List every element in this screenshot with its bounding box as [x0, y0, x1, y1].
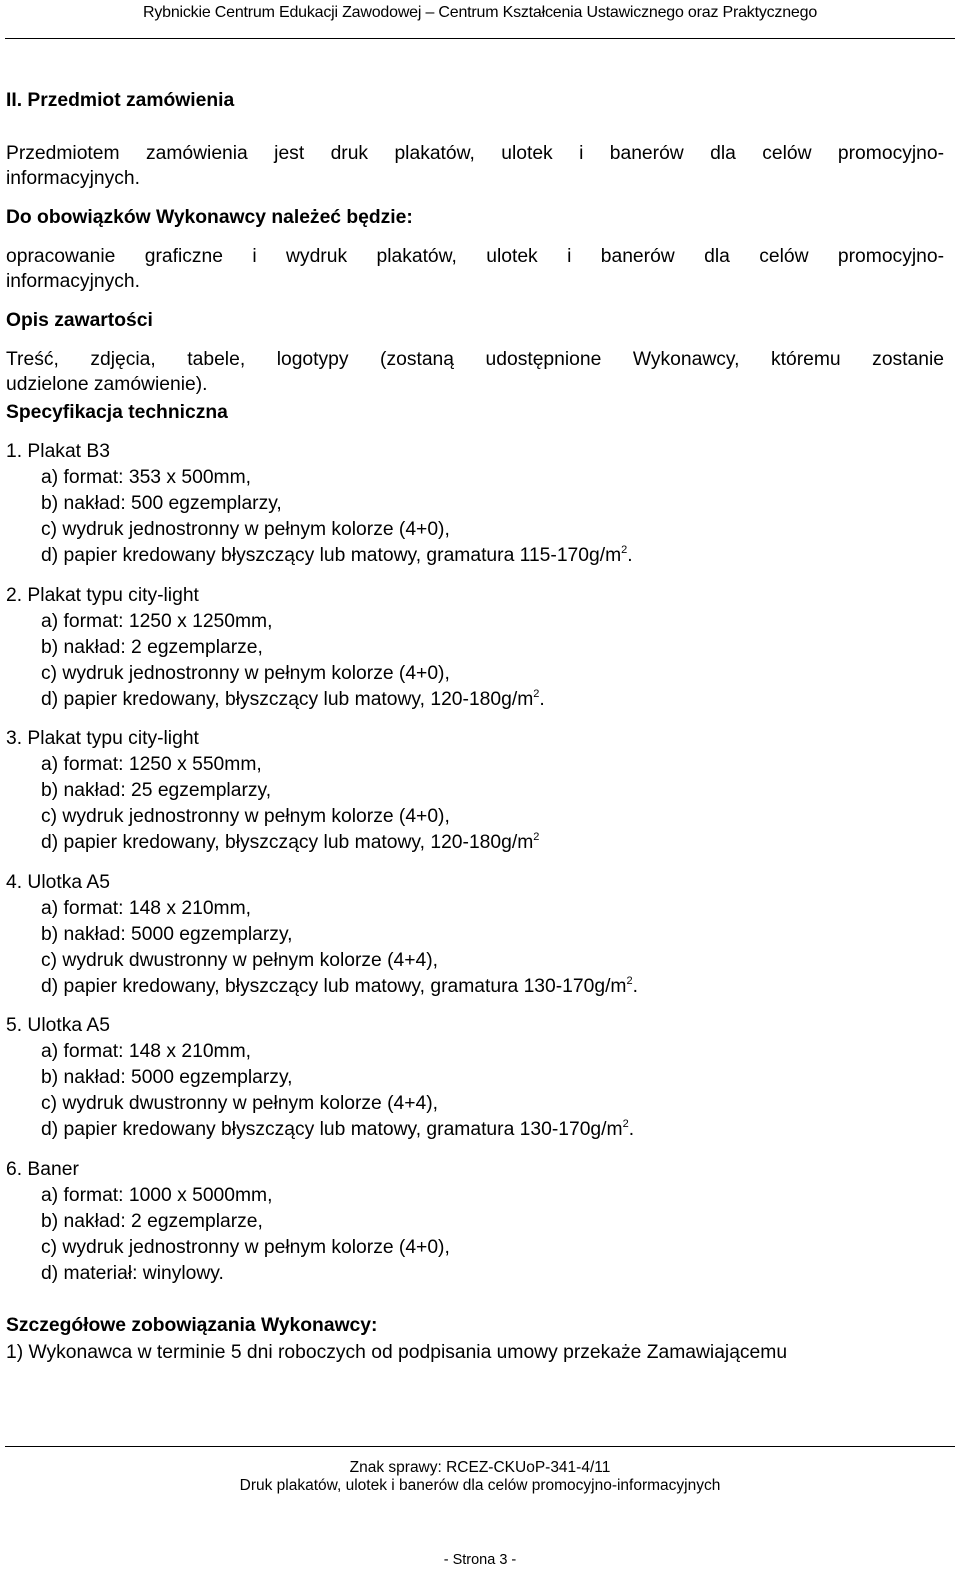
- duties-line-1: opracowanie graficzne i wydruk plakatów, ulotek i banerów dla celów promocyjno-: [6, 246, 944, 267]
- footer-divider: [5, 1446, 955, 1447]
- spec-item-quantity: b) nakład: 25 egzemplarzy,: [41, 780, 272, 801]
- spec-item-quantity: b) nakład: 500 egzemplarzy,: [41, 493, 282, 514]
- obligations-heading: Szczegółowe zobowiązania Wykonawcy:: [6, 1315, 378, 1336]
- header-divider: [5, 38, 955, 39]
- spec-item-quantity: b) nakład: 2 egzemplarze,: [41, 1211, 263, 1232]
- spec-item-title: 2. Plakat typu city-light: [6, 585, 199, 606]
- spec-item-format: a) format: 353 x 500mm,: [41, 467, 252, 488]
- spec-item-paper: d) papier kredowany błyszczący lub matowy, gramatura $115-170g/m^2$.: [41, 544, 633, 566]
- spec-item-quantity: b) nakład: 2 egzemplarze,: [41, 637, 263, 658]
- duties-line-2: informacyjnych.: [6, 271, 140, 292]
- spec-item-print: c) wydruk jednostronny w pełnym kolorze (4+0),: [41, 519, 450, 540]
- page-header: [0, 0, 960, 40]
- content-line-2: udzielone zamówienie).: [6, 374, 208, 395]
- footer-case-number: Znak sprawy: RCEZ-CKUoP-341-4/11: [349, 1459, 611, 1476]
- spec-item-print: c) wydruk dwustronny w pełnym kolorze (4+4),: [41, 950, 439, 971]
- spec-item-format: a) format: 1000 x 5000mm,: [41, 1185, 273, 1206]
- content-heading: Opis zawartości: [6, 310, 153, 331]
- spec-item-paper: d) papier kredowany błyszczący lub matowy, gramatura $130-170g/m^2$.: [41, 1118, 635, 1140]
- duties-heading: Do obowiązków Wykonawcy należeć będzie:: [6, 207, 413, 228]
- header-institution: Rybnickie Centrum Edukacji Zawodowej – Centrum Kształcenia Ustawicznego oraz Praktycznego: [142, 4, 818, 21]
- intro-line-1: Przedmiotem zamówienia jest druk plakatów, ulotek i banerów dla celów promocyjno-: [6, 143, 944, 164]
- spec-item-format: a) format: 148 x 210mm,: [41, 898, 252, 919]
- spec-item-quantity: b) nakład: 5000 egzemplarzy,: [41, 1067, 293, 1088]
- spec-item-print: c) wydruk jednostronny w pełnym kolorze (4+0),: [41, 1237, 450, 1258]
- spec-item-paper: d) papier kredowany, błyszczący lub matowy, gramatura $130-170g/m^2$.: [41, 975, 638, 997]
- spec-item-print: c) wydruk jednostronny w pełnym kolorze (4+0),: [41, 663, 450, 684]
- spec-item-format: a) format: 1250 x 550mm,: [41, 754, 262, 775]
- spec-item-paper: d) papier kredowany, błyszczący lub matowy, $120-180g/m^2$.: [41, 688, 545, 710]
- section-title: II. Przedmiot zamówienia: [6, 90, 235, 111]
- spec-item-title: 4. Ulotka A5: [6, 872, 110, 893]
- spec-item-title: 1. Plakat B3: [6, 441, 110, 462]
- footer-page-number: - Strona 3 -: [443, 1552, 517, 1568]
- obligations-line-1: 1) Wykonawca w terminie 5 dni roboczych od podpisania umowy przekaże Zamawiającemu: [6, 1342, 788, 1363]
- spec-item-title: 3. Plakat typu city-light: [6, 728, 199, 749]
- spec-item-title: 6. Baner: [6, 1159, 79, 1180]
- intro-line-2: informacyjnych.: [6, 168, 140, 189]
- spec-item-print: c) wydruk jednostronny w pełnym kolorze (4+0),: [41, 806, 450, 827]
- spec-item-title: 5. Ulotka A5: [6, 1015, 110, 1036]
- spec-item-paper: d) papier kredowany, błyszczący lub matowy, $120-180g/m^2$: [41, 831, 540, 853]
- spec-item-print: c) wydruk dwustronny w pełnym kolorze (4+4),: [41, 1093, 439, 1114]
- spec-item-material: d) materiał: winylowy.: [41, 1263, 224, 1284]
- spec-item-format: a) format: 1250 x 1250mm,: [41, 611, 273, 632]
- spec-item-format: a) format: 148 x 210mm,: [41, 1041, 252, 1062]
- footer-subject: Druk plakatów, ulotek i banerów dla celów promocyjno-informacyjnych: [239, 1477, 721, 1494]
- content-line-1: Treść, zdjęcia, tabele, logotypy (zostaną udostępnione Wykonawcy, któremu zostanie: [6, 349, 944, 370]
- spec-item-quantity: b) nakład: 5000 egzemplarzy,: [41, 924, 293, 945]
- spec-heading: Specyfikacja techniczna: [6, 402, 228, 423]
